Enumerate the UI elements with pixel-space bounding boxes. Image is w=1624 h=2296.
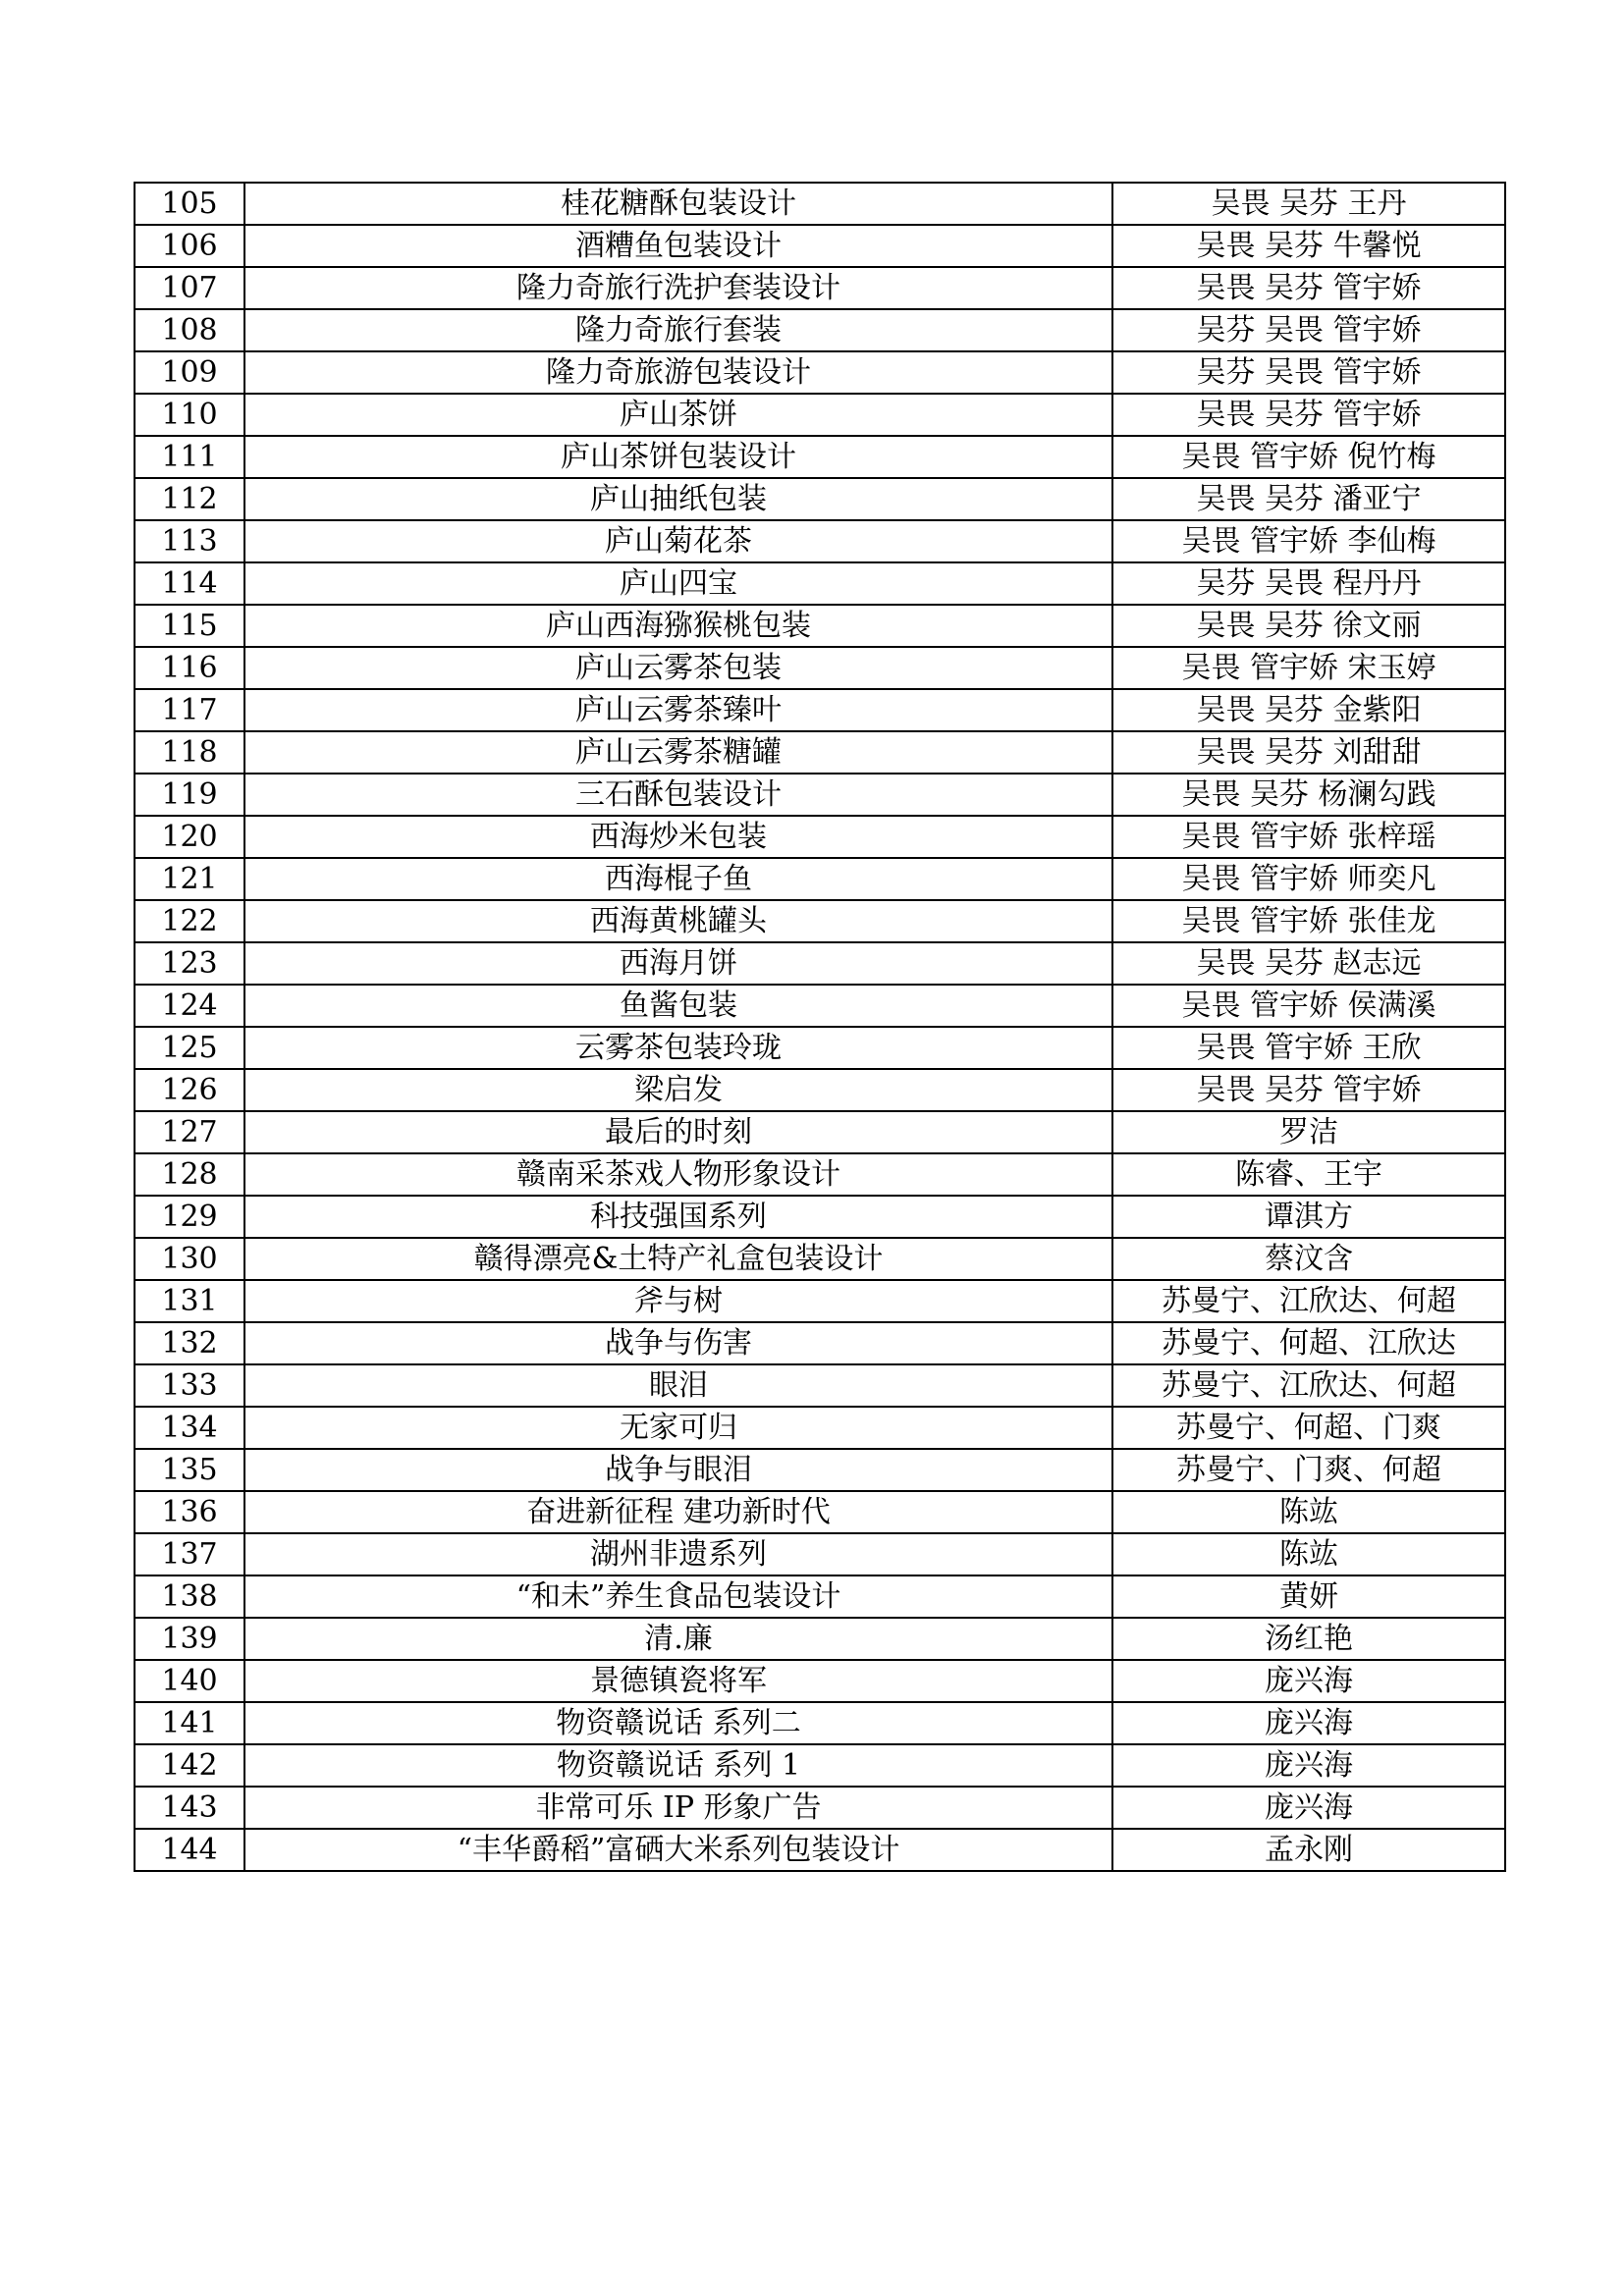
row-number-cell: 115 xyxy=(135,605,244,647)
row-number-cell: 137 xyxy=(135,1533,244,1575)
table-row xyxy=(135,1449,1505,1491)
authors-cell: 吴畏 管宇娇 侯满溪 xyxy=(1112,985,1505,1027)
authors-cell: 庞兴海 xyxy=(1112,1702,1505,1744)
row-number-cell: 114 xyxy=(135,562,244,605)
row-number-cell: 110 xyxy=(135,394,244,436)
table-row xyxy=(135,436,1505,478)
table-row xyxy=(135,225,1505,267)
authors-cell: 罗洁 xyxy=(1112,1111,1505,1153)
work-title-cell: 斧与树 xyxy=(244,1280,1112,1322)
authors-cell: 吴畏 吴芬 牛馨悦 xyxy=(1112,225,1505,267)
table-row xyxy=(135,1153,1505,1196)
table-row xyxy=(135,1196,1505,1238)
work-title-cell: 西海黄桃罐头 xyxy=(244,900,1112,942)
row-number-cell: 139 xyxy=(135,1618,244,1660)
work-title-cell: 庐山云雾茶包装 xyxy=(244,647,1112,689)
row-number-cell: 143 xyxy=(135,1787,244,1829)
authors-cell: 苏曼宁、江欣达、何超 xyxy=(1112,1364,1505,1407)
table-row xyxy=(135,1660,1505,1702)
table-row xyxy=(135,1491,1505,1533)
row-number-cell: 142 xyxy=(135,1744,244,1787)
table-row xyxy=(135,1111,1505,1153)
table-row xyxy=(135,1533,1505,1575)
work-title-cell: 庐山西海猕猴桃包装 xyxy=(244,605,1112,647)
authors-cell: 吴芬 吴畏 管宇娇 xyxy=(1112,309,1505,351)
work-title-cell: “丰华爵稻”富硒大米系列包装设计 xyxy=(244,1829,1112,1871)
authors-cell: 吴畏 吴芬 管宇娇 xyxy=(1112,267,1505,309)
row-number-cell: 127 xyxy=(135,1111,244,1153)
authors-cell: 吴畏 管宇娇 张佳龙 xyxy=(1112,900,1505,942)
authors-cell: 吴畏 管宇娇 倪竹梅 xyxy=(1112,436,1505,478)
work-title-cell: 三石酥包装设计 xyxy=(244,774,1112,816)
table-row xyxy=(135,731,1505,774)
work-title-cell: 战争与眼泪 xyxy=(244,1449,1112,1491)
work-title-cell: 西海月饼 xyxy=(244,942,1112,985)
work-title-cell: 酒糟鱼包装设计 xyxy=(244,225,1112,267)
row-number-cell: 136 xyxy=(135,1491,244,1533)
table-row xyxy=(135,309,1505,351)
work-title-cell: 庐山四宝 xyxy=(244,562,1112,605)
table-row xyxy=(135,1702,1505,1744)
row-number-cell: 128 xyxy=(135,1153,244,1196)
table-row xyxy=(135,1069,1505,1111)
work-title-cell: 景德镇瓷将军 xyxy=(244,1660,1112,1702)
work-title-cell: 云雾茶包装玲珑 xyxy=(244,1027,1112,1069)
authors-cell: 谭淇方 xyxy=(1112,1196,1505,1238)
row-number-cell: 132 xyxy=(135,1322,244,1364)
authors-cell: 吴畏 吴芬 金紫阳 xyxy=(1112,689,1505,731)
row-number-cell: 140 xyxy=(135,1660,244,1702)
table-row xyxy=(135,394,1505,436)
work-title-cell: 隆力奇旅行套装 xyxy=(244,309,1112,351)
authors-cell: 苏曼宁、门爽、何超 xyxy=(1112,1449,1505,1491)
work-title-cell: 眼泪 xyxy=(244,1364,1112,1407)
row-number-cell: 123 xyxy=(135,942,244,985)
work-title-cell: 战争与伤害 xyxy=(244,1322,1112,1364)
work-title-cell: 庐山菊花茶 xyxy=(244,520,1112,562)
row-number-cell: 109 xyxy=(135,351,244,394)
works-table xyxy=(134,182,1506,1872)
row-number-cell: 120 xyxy=(135,816,244,858)
row-number-cell: 117 xyxy=(135,689,244,731)
work-title-cell: 湖州非遗系列 xyxy=(244,1533,1112,1575)
authors-cell: 吴畏 吴芬 赵志远 xyxy=(1112,942,1505,985)
authors-cell: 汤红艳 xyxy=(1112,1618,1505,1660)
row-number-cell: 135 xyxy=(135,1449,244,1491)
authors-cell: 吴畏 吴芬 徐文丽 xyxy=(1112,605,1505,647)
table-row xyxy=(135,1027,1505,1069)
authors-cell: 吴畏 吴芬 王丹 xyxy=(1112,183,1505,225)
row-number-cell: 107 xyxy=(135,267,244,309)
table-row xyxy=(135,562,1505,605)
table-row xyxy=(135,1829,1505,1871)
work-title-cell: 庐山抽纸包装 xyxy=(244,478,1112,520)
row-number-cell: 130 xyxy=(135,1238,244,1280)
work-title-cell: 庐山茶饼 xyxy=(244,394,1112,436)
row-number-cell: 144 xyxy=(135,1829,244,1871)
row-number-cell: 138 xyxy=(135,1575,244,1618)
authors-cell: 孟永刚 xyxy=(1112,1829,1505,1871)
row-number-cell: 113 xyxy=(135,520,244,562)
work-title-cell: 庐山云雾茶糖罐 xyxy=(244,731,1112,774)
table-row xyxy=(135,520,1505,562)
row-number-cell: 129 xyxy=(135,1196,244,1238)
table-row xyxy=(135,689,1505,731)
table-row xyxy=(135,478,1505,520)
authors-cell: 吴畏 管宇娇 李仙梅 xyxy=(1112,520,1505,562)
authors-cell: 庞兴海 xyxy=(1112,1744,1505,1787)
table-row xyxy=(135,1407,1505,1449)
authors-cell: 吴芬 吴畏 管宇娇 xyxy=(1112,351,1505,394)
authors-cell: 吴芬 吴畏 程丹丹 xyxy=(1112,562,1505,605)
row-number-cell: 112 xyxy=(135,478,244,520)
row-number-cell: 119 xyxy=(135,774,244,816)
row-number-cell: 121 xyxy=(135,858,244,900)
table-row xyxy=(135,1744,1505,1787)
authors-cell: 黄妍 xyxy=(1112,1575,1505,1618)
row-number-cell: 131 xyxy=(135,1280,244,1322)
authors-cell: 吴畏 吴芬 杨澜勾践 xyxy=(1112,774,1505,816)
row-number-cell: 116 xyxy=(135,647,244,689)
authors-cell: 苏曼宁、何超、江欣达 xyxy=(1112,1322,1505,1364)
authors-cell: 蔡汶含 xyxy=(1112,1238,1505,1280)
authors-cell: 吴畏 吴芬 管宇娇 xyxy=(1112,394,1505,436)
authors-cell: 吴畏 管宇娇 师奕凡 xyxy=(1112,858,1505,900)
works-table-body xyxy=(135,183,1505,1871)
work-title-cell: 赣得漂亮&土特产礼盒包装设计 xyxy=(244,1238,1112,1280)
work-title-cell: 最后的时刻 xyxy=(244,1111,1112,1153)
authors-cell: 陈睿、王宇 xyxy=(1112,1153,1505,1196)
work-title-cell: 科技强国系列 xyxy=(244,1196,1112,1238)
table-row xyxy=(135,183,1505,225)
table-row xyxy=(135,267,1505,309)
authors-cell: 苏曼宁、江欣达、何超 xyxy=(1112,1280,1505,1322)
row-number-cell: 134 xyxy=(135,1407,244,1449)
work-title-cell: 非常可乐 IP 形象广告 xyxy=(244,1787,1112,1829)
authors-cell: 苏曼宁、何超、门爽 xyxy=(1112,1407,1505,1449)
authors-cell: 吴畏 吴芬 刘甜甜 xyxy=(1112,731,1505,774)
row-number-cell: 118 xyxy=(135,731,244,774)
work-title-cell: 梁启发 xyxy=(244,1069,1112,1111)
table-row xyxy=(135,351,1505,394)
work-title-cell: 赣南采茶戏人物形象设计 xyxy=(244,1153,1112,1196)
work-title-cell: “和未”养生食品包装设计 xyxy=(244,1575,1112,1618)
table-row xyxy=(135,1280,1505,1322)
work-title-cell: 鱼酱包装 xyxy=(244,985,1112,1027)
work-title-cell: 庐山茶饼包装设计 xyxy=(244,436,1112,478)
work-title-cell: 庐山云雾茶臻叶 xyxy=(244,689,1112,731)
authors-cell: 庞兴海 xyxy=(1112,1660,1505,1702)
table-row xyxy=(135,647,1505,689)
row-number-cell: 133 xyxy=(135,1364,244,1407)
table-row xyxy=(135,942,1505,985)
work-title-cell: 物资赣说话 系列二 xyxy=(244,1702,1112,1744)
row-number-cell: 108 xyxy=(135,309,244,351)
authors-cell: 吴畏 管宇娇 张梓瑶 xyxy=(1112,816,1505,858)
authors-cell: 陈竑 xyxy=(1112,1533,1505,1575)
work-title-cell: 奋进新征程 建功新时代 xyxy=(244,1491,1112,1533)
table-row xyxy=(135,858,1505,900)
row-number-cell: 126 xyxy=(135,1069,244,1111)
row-number-cell: 124 xyxy=(135,985,244,1027)
table-row xyxy=(135,816,1505,858)
work-title-cell: 无家可归 xyxy=(244,1407,1112,1449)
table-row xyxy=(135,1322,1505,1364)
row-number-cell: 106 xyxy=(135,225,244,267)
authors-cell: 陈竑 xyxy=(1112,1491,1505,1533)
row-number-cell: 111 xyxy=(135,436,244,478)
table-row xyxy=(135,1238,1505,1280)
work-title-cell: 隆力奇旅游包装设计 xyxy=(244,351,1112,394)
row-number-cell: 105 xyxy=(135,183,244,225)
table-row xyxy=(135,605,1505,647)
authors-cell: 吴畏 吴芬 管宇娇 xyxy=(1112,1069,1505,1111)
authors-cell: 吴畏 吴芬 潘亚宁 xyxy=(1112,478,1505,520)
work-title-cell: 物资赣说话 系列 1 xyxy=(244,1744,1112,1787)
authors-cell: 吴畏 管宇娇 宋玉婷 xyxy=(1112,647,1505,689)
work-title-cell: 桂花糖酥包装设计 xyxy=(244,183,1112,225)
table-row xyxy=(135,985,1505,1027)
table-row xyxy=(135,1618,1505,1660)
work-title-cell: 西海炒米包装 xyxy=(244,816,1112,858)
row-number-cell: 125 xyxy=(135,1027,244,1069)
work-title-cell: 西海棍子鱼 xyxy=(244,858,1112,900)
row-number-cell: 141 xyxy=(135,1702,244,1744)
table-row xyxy=(135,900,1505,942)
table-row xyxy=(135,1364,1505,1407)
row-number-cell: 122 xyxy=(135,900,244,942)
table-row xyxy=(135,1787,1505,1829)
table-row xyxy=(135,774,1505,816)
work-title-cell: 清.廉 xyxy=(244,1618,1112,1660)
work-title-cell: 隆力奇旅行洗护套装设计 xyxy=(244,267,1112,309)
authors-cell: 庞兴海 xyxy=(1112,1787,1505,1829)
table-row xyxy=(135,1575,1505,1618)
authors-cell: 吴畏 管宇娇 王欣 xyxy=(1112,1027,1505,1069)
